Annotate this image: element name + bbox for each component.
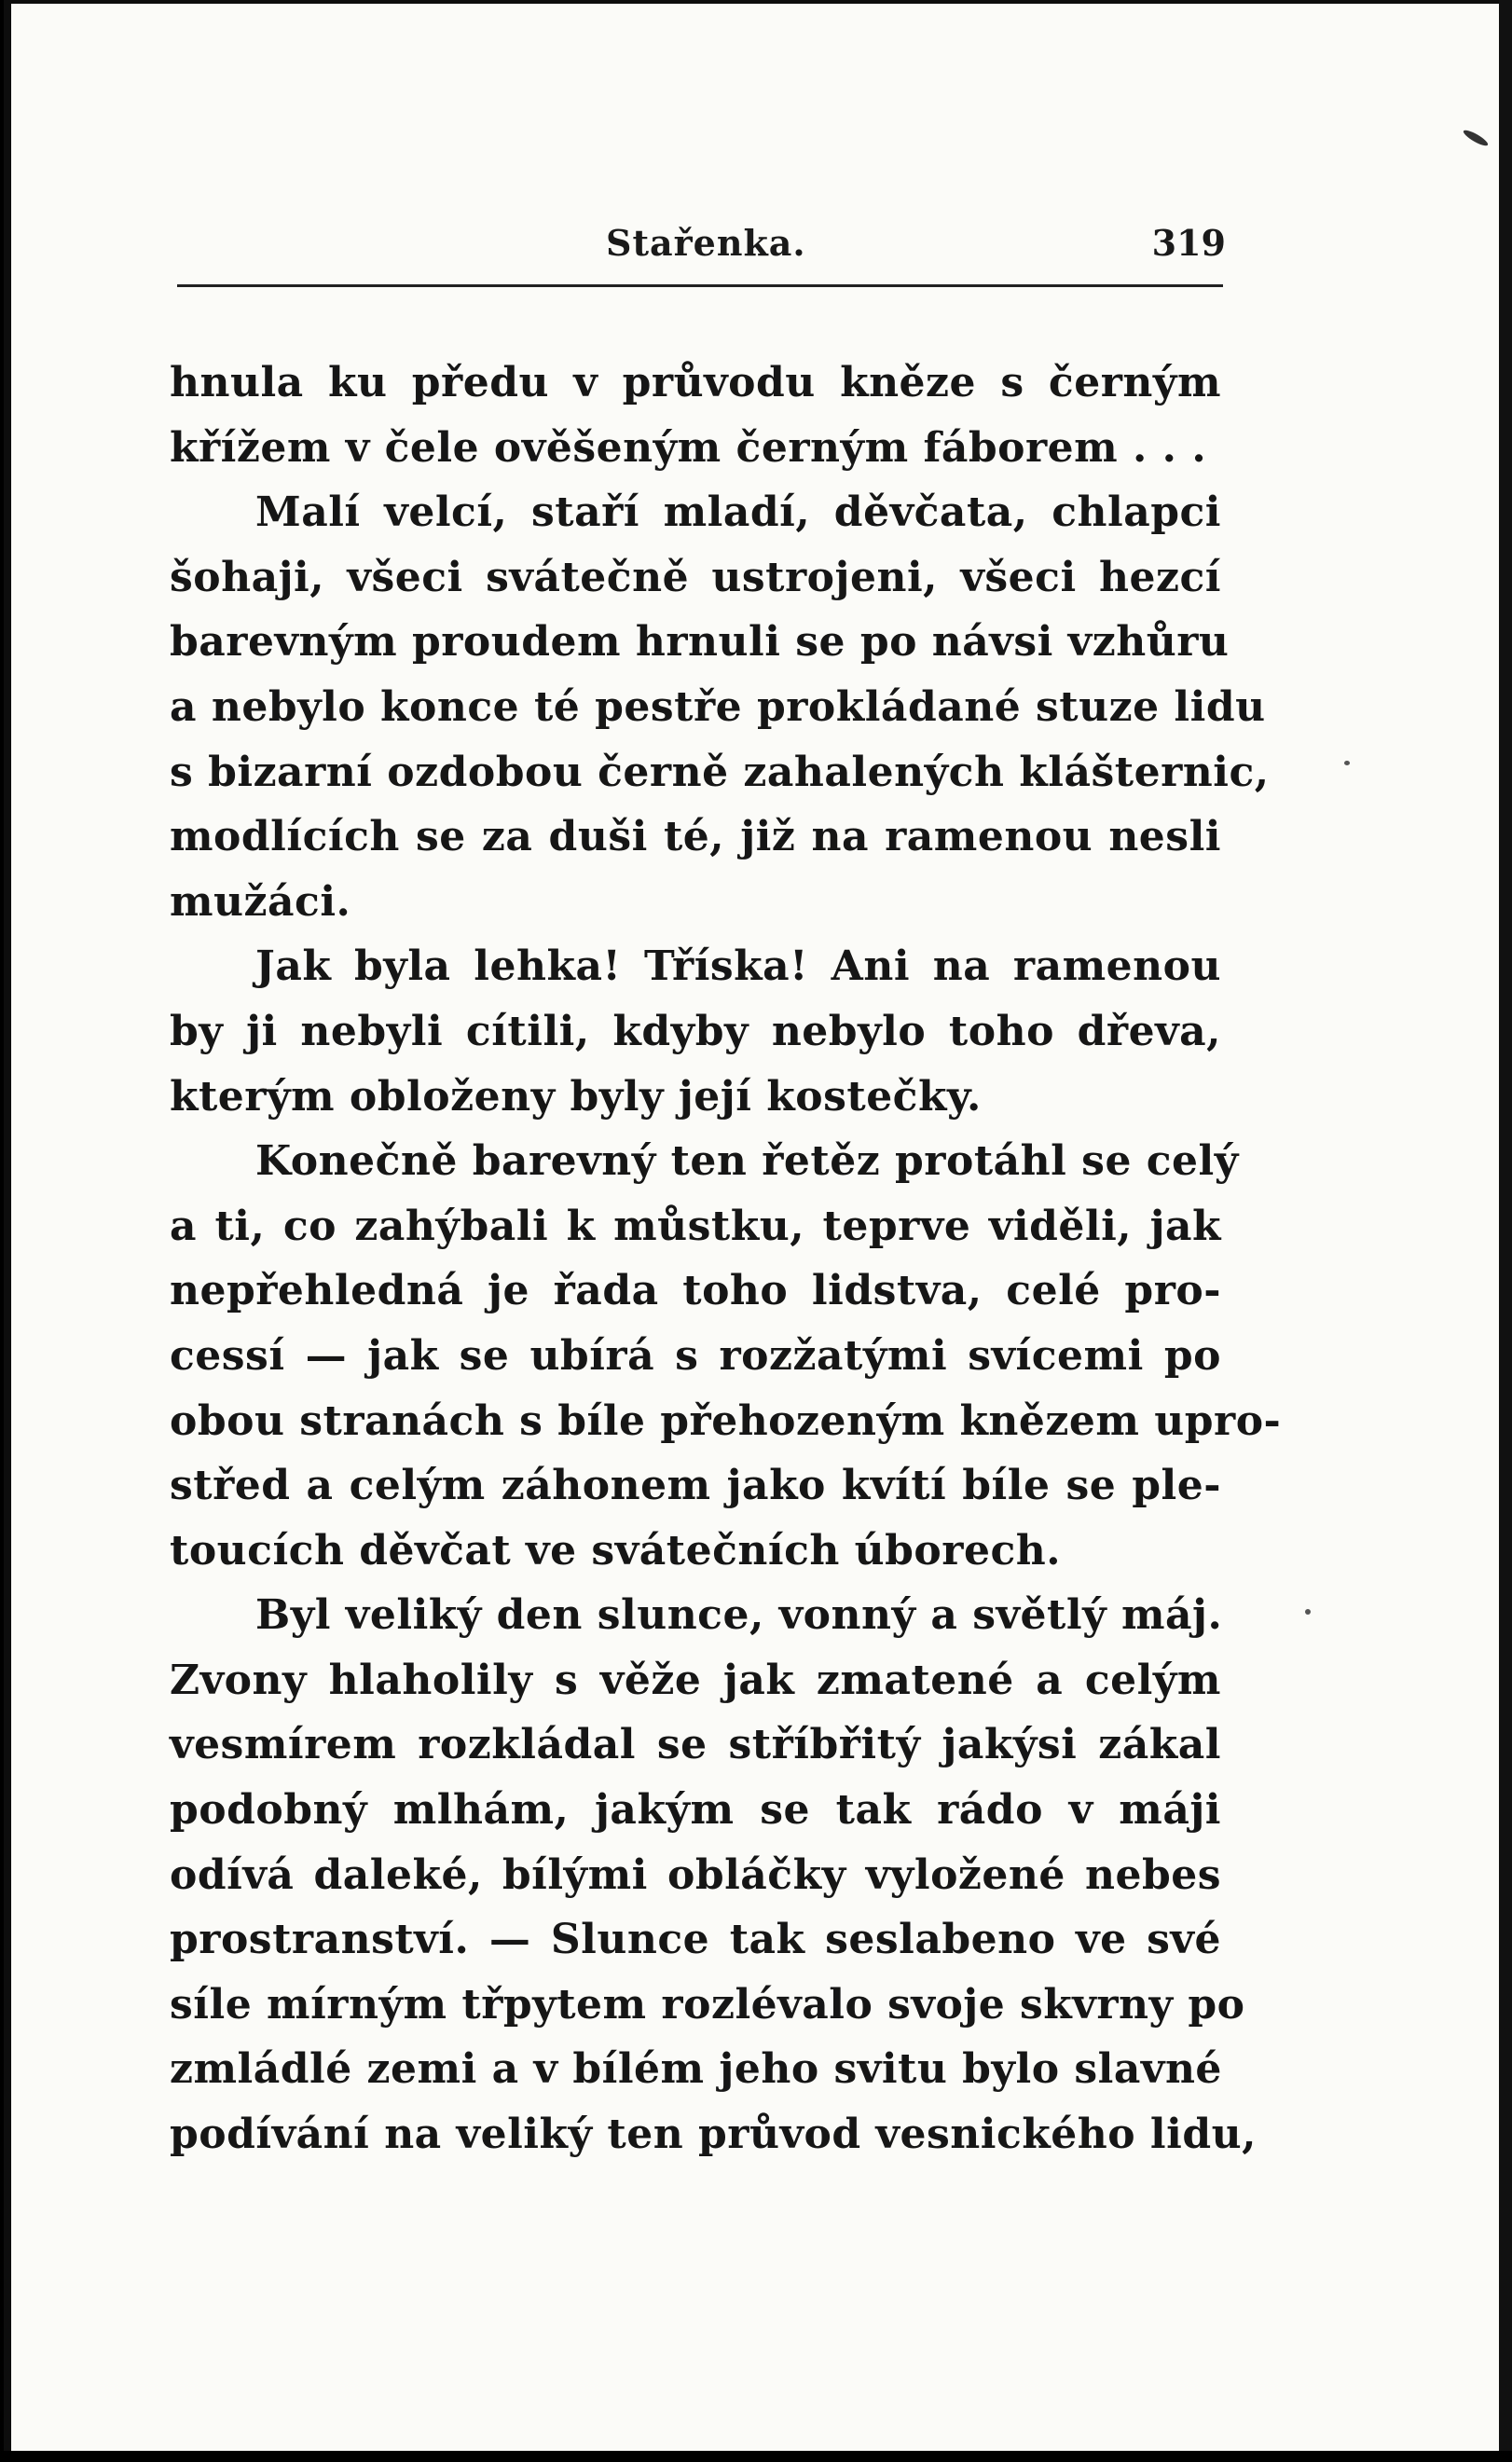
- body-text: [170, 351, 1282, 2167]
- text-line: kterým obloženy byly její kostečky.: [170, 1072, 982, 1121]
- text-line: obou stranách s bíle přehozeným knězem upro-: [170, 1396, 1282, 1445]
- running-header: [168, 222, 1226, 278]
- text-line: modlících se za duši té, již na ramenou nesli: [170, 813, 1221, 861]
- page-number: 319: [1151, 222, 1226, 264]
- ink-speck: [1462, 128, 1490, 148]
- text-line: by ji nebyli cítili, kdyby nebylo toho dřeva,: [170, 1007, 1221, 1055]
- text-line: Konečně barevný ten řetěz protáhl se celý: [255, 1137, 1239, 1186]
- text-line: podobný mlhám, jakým se tak rádo v máji: [170, 1786, 1221, 1835]
- text-line: barevným proudem hrnuli se po návsi vzhůru: [170, 618, 1230, 667]
- text-line: podívání na veliký ten průvod vesnického lidu,: [170, 2111, 1257, 2159]
- text-line: s bizarní ozdobou černě zahalených klášternic,: [170, 748, 1270, 796]
- text-line: Jak byla lehka! Tříska! Ani na ramenou: [255, 942, 1221, 991]
- ink-speck: [1305, 1609, 1311, 1615]
- text-line: zmládlé zemi a v bílém jeho svitu bylo slavné: [170, 2045, 1222, 2094]
- scan-border-bottom: [0, 2451, 1512, 2462]
- text-line: odívá daleké, bílými obláčky vyložené nebes: [170, 1850, 1221, 1899]
- text-line: cessí — jak se ubírá s rozžatými svícemi po: [170, 1331, 1221, 1380]
- text-line: křížem v čele ověšeným černým fáborem . . .: [170, 423, 1207, 472]
- text-line: a nebylo konce té pestře prokládané stuze lidu: [170, 682, 1266, 731]
- text-line: nepřehledná je řada toho lidstva, celé pro-: [170, 1267, 1221, 1315]
- text-line: hnula ku předu v průvodu kněze s černým: [170, 359, 1221, 406]
- text-line: šohaji, všeci svátečně ustrojeni, všeci hezcí: [170, 553, 1221, 601]
- text-line: Malí velcí, staří mladí, děvčata, chlapci: [255, 488, 1221, 537]
- text-line: střed a celým záhonem jako kvítí bíle se ple-: [170, 1462, 1221, 1510]
- ink-speck: [1344, 761, 1350, 765]
- scan-border-right: [1499, 0, 1512, 2462]
- text-line: mužáci.: [170, 877, 351, 926]
- text-line: toucích děvčat ve svátečních úborech.: [170, 1526, 1062, 1575]
- text-line: vesmírem rozkládal se stříbřitý jakýsi zákal: [170, 1721, 1221, 1769]
- text-line: a ti, co zahýbali k můstku, teprve viděli, jak: [170, 1202, 1221, 1250]
- text-line: prostranství. — Slunce tak seslabeno ve své: [170, 1916, 1221, 1964]
- text-line: síle mírným třpytem rozlévalo svoje skvrny po: [170, 1980, 1245, 2029]
- running-title: Stařenka.: [606, 222, 806, 264]
- text-line: Zvony hlaholily s věže jak zmatené a celým: [170, 1656, 1221, 1704]
- text-line: Byl veliký den slunce, vonný a světlý máj.: [255, 1591, 1223, 1640]
- header-rule: [177, 284, 1223, 287]
- scan-border-left: [0, 0, 4, 2462]
